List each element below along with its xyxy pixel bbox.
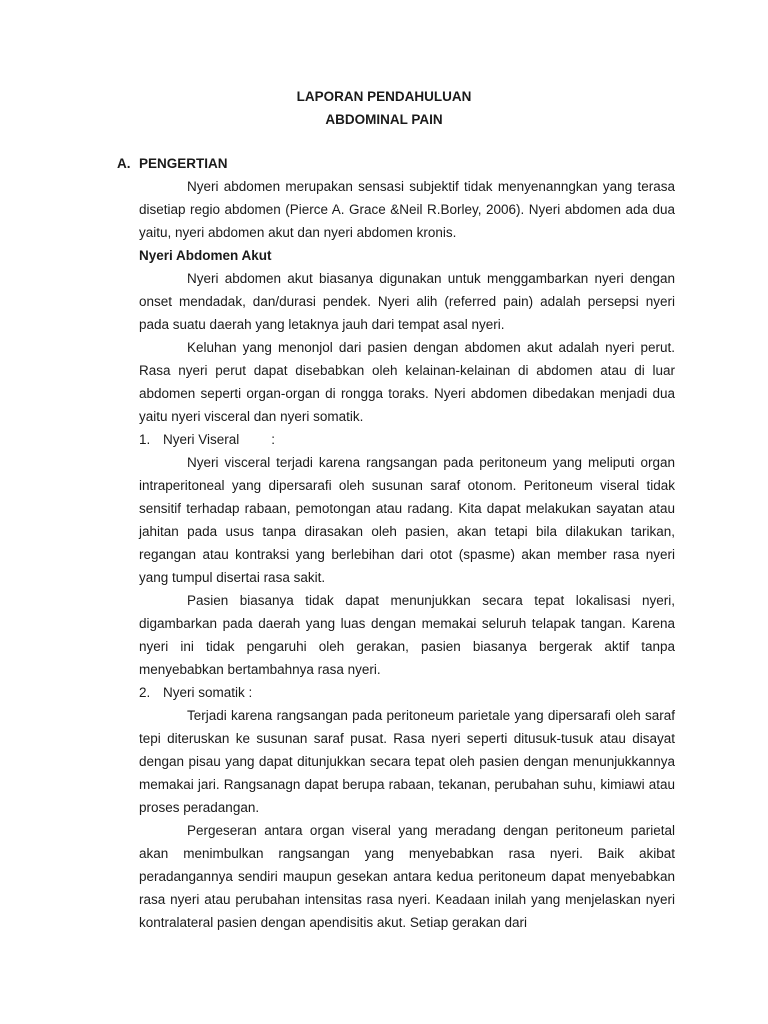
paragraph-visceral-2: Pasien biasanya tidak dapat menunjukkan secara tepat lokalisasi nyeri, digambarkan pada daerah yang luas dengan memakai seluruh telapak tangan. Karena nyeri ini tidak pengaruhi oleh gerakan, pasien biasanya bergerak aktif tanpa menyebabkan bertambahnya rasa nyeri. [139, 593, 675, 677]
document-subtitle: ABDOMINAL PAIN [325, 112, 443, 127]
list-item-visceral [139, 428, 675, 451]
list-item-colon: : [271, 432, 276, 447]
section-heading-text: PENGERTIAN [139, 156, 228, 171]
list-item-label: Nyeri somatik : [163, 685, 253, 700]
subheading-acute: Nyeri Abdomen Akut [139, 248, 272, 263]
paragraph-definition: Nyeri abdomen merupakan sensasi subjektif tidak menyenanngkan yang terasa disetiap regio abdomen (Pierce A. Grace &Neil R.Borley, 2006). Nyeri abdomen ada dua yaitu, nyeri abdomen akut dan nyeri abdomen kronis. [139, 179, 675, 240]
section-letter: A. [117, 156, 131, 171]
paragraph-somatic-1: Terjadi karena rangsangan pada peritoneum parietale yang dipersarafi oleh saraf tepi diteruskan ke susunan saraf pusat. Rasa nyeri seperti ditusuk-tusuk atau disayat dengan pisau yang dapat ditunjukkan secara tepat oleh pasien dengan menunjukkannya memakai jari. Rangsanagn dapat berupa rabaan, tekanan, perubahan suhu, kimiawi atau proses peradangan. [139, 708, 675, 815]
paragraph-somatic-2: Pergeseran antara organ viseral yang meradang dengan peritoneum parietal akan menimbulkan rangsangan yang menyebabkan rasa nyeri. Baik akibat peradangannya sendiri maupun gesekan antara kedua peritoneum dapat menyebabkan rasa nyeri atau perubahan intensitas rasa nyeri. Keadaan inilah yang menjelaskan nyeri kontralateral pasien dengan apendisitis akut. Setiap gerakan dari [139, 823, 675, 930]
list-number: 2. [139, 685, 151, 700]
section-heading [117, 152, 228, 175]
list-item-somatic [139, 681, 675, 704]
paragraph-acute-2: Keluhan yang menonjol dari pasien dengan abdomen akut adalah nyeri perut. Rasa nyeri perut dapat disebabkan oleh kelainan-kelainan di abdomen atau di luar abdomen seperti organ-organ di rongga toraks. Nyeri abdomen dibedakan menjadi dua yaitu nyeri visceral dan nyeri somatik. [139, 340, 675, 424]
paragraph-acute-1: Nyeri abdomen akut biasanya digunakan untuk menggambarkan nyeri dengan onset mendadak, dan/durasi pendek. Nyeri alih (referred pain) adalah persepsi nyeri pada suatu daerah yang letaknya jauh dari tempat asal nyeri. [139, 271, 675, 332]
list-item-label: Nyeri Viseral [163, 432, 240, 447]
document-title: LAPORAN PENDAHULUAN [296, 89, 472, 104]
section-body [139, 175, 675, 934]
paragraph-visceral-1: Nyeri visceral terjadi karena rangsangan pada peritoneum yang meliputi organ intraperitoneal yang dipersarafi oleh susunan saraf otonom. Peritoneum viseral tidak sensitif terhadap rabaan, pemotongan atau radang. Kita dapat melakukan sayatan atau jahitan pada usus tanpa dirasakan oleh pasien, akan tetapi bila dilakukan tarikan, regangan atau kontraksi yang berlebihan dari otot (spasme) akan member rasa nyeri yang tumpul disertai rasa sakit. [139, 455, 675, 585]
list-number: 1. [139, 432, 151, 447]
